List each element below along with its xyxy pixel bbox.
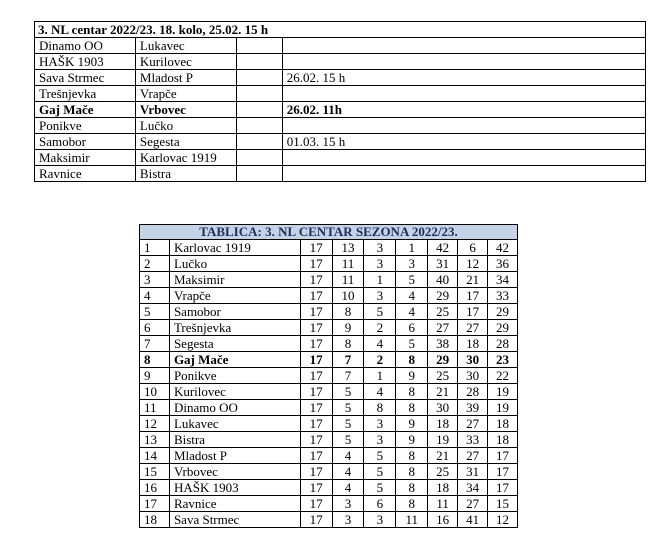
home-team: Trešnjevka [35, 86, 136, 102]
wins: 11 [332, 272, 364, 288]
team-name: Bistra [169, 432, 300, 448]
goals-against: 6 [458, 240, 488, 256]
points: 42 [488, 240, 518, 256]
goals-for: 18 [428, 480, 458, 496]
points: 19 [488, 384, 518, 400]
position: 17 [140, 496, 170, 512]
losses: 6 [396, 320, 428, 336]
away-team: Lukavec [135, 38, 236, 54]
losses: 8 [396, 384, 428, 400]
goals-for: 11 [428, 496, 458, 512]
draws: 1 [364, 368, 396, 384]
standings-title: TABLICA: 3. NL CENTAR SEZONA 2022/23. [140, 225, 518, 240]
goals-against: 18 [458, 336, 488, 352]
played: 17 [300, 304, 332, 320]
points: 28 [488, 336, 518, 352]
position: 16 [140, 480, 170, 496]
draws: 3 [364, 256, 396, 272]
result-cell [236, 38, 282, 54]
team-name: Maksimir [169, 272, 300, 288]
points: 18 [488, 432, 518, 448]
match-note [282, 54, 645, 70]
goals-against: 27 [458, 448, 488, 464]
losses: 8 [396, 480, 428, 496]
goals-for: 31 [428, 256, 458, 272]
standings-row [140, 336, 518, 352]
result-cell [236, 70, 282, 86]
played: 17 [300, 432, 332, 448]
played: 17 [300, 384, 332, 400]
fixture-row [35, 54, 646, 70]
position: 18 [140, 512, 170, 528]
fixtures-title: 3. NL centar 2022/23. 18. kolo, 25.02. 15 h [35, 22, 646, 38]
points: 17 [488, 480, 518, 496]
team-name: Samobor [169, 304, 300, 320]
played: 17 [300, 352, 332, 368]
points: 22 [488, 368, 518, 384]
home-team: Samobor [35, 134, 136, 150]
losses: 5 [396, 272, 428, 288]
home-team: Dinamo OO [35, 38, 136, 54]
goals-for: 16 [428, 512, 458, 528]
points: 29 [488, 304, 518, 320]
team-name: Lučko [169, 256, 300, 272]
wins: 5 [332, 400, 364, 416]
draws: 3 [364, 432, 396, 448]
position: 15 [140, 464, 170, 480]
position: 2 [140, 256, 170, 272]
team-name: Ravnice [169, 496, 300, 512]
played: 17 [300, 400, 332, 416]
draws: 3 [364, 240, 396, 256]
result-cell [236, 134, 282, 150]
draws: 2 [364, 320, 396, 336]
points: 17 [488, 464, 518, 480]
points: 36 [488, 256, 518, 272]
fixture-row [35, 134, 646, 150]
home-team: Sava Strmec [35, 70, 136, 86]
goals-against: 39 [458, 400, 488, 416]
goals-against: 41 [458, 512, 488, 528]
team-name: Vrbovec [169, 464, 300, 480]
position: 12 [140, 416, 170, 432]
played: 17 [300, 512, 332, 528]
goals-against: 27 [458, 496, 488, 512]
goals-for: 25 [428, 464, 458, 480]
standings-row [140, 464, 518, 480]
standings-row [140, 256, 518, 272]
home-team: Ponikve [35, 118, 136, 134]
goals-for: 21 [428, 384, 458, 400]
position: 10 [140, 384, 170, 400]
draws: 3 [364, 512, 396, 528]
losses: 8 [396, 496, 428, 512]
standings-row [140, 288, 518, 304]
draws: 5 [364, 464, 396, 480]
position: 1 [140, 240, 170, 256]
points: 34 [488, 272, 518, 288]
fixture-row [35, 150, 646, 166]
wins: 5 [332, 432, 364, 448]
position: 5 [140, 304, 170, 320]
wins: 13 [332, 240, 364, 256]
goals-against: 27 [458, 320, 488, 336]
team-name: HAŠK 1903 [169, 480, 300, 496]
position: 6 [140, 320, 170, 336]
goals-for: 42 [428, 240, 458, 256]
draws: 2 [364, 352, 396, 368]
losses: 8 [396, 352, 428, 368]
standings-row [140, 384, 518, 400]
away-team: Kurilovec [135, 54, 236, 70]
away-team: Segesta [135, 134, 236, 150]
played: 17 [300, 320, 332, 336]
result-cell [236, 86, 282, 102]
goals-for: 29 [428, 288, 458, 304]
played: 17 [300, 256, 332, 272]
team-name: Segesta [169, 336, 300, 352]
standings-row [140, 320, 518, 336]
losses: 4 [396, 288, 428, 304]
played: 17 [300, 496, 332, 512]
match-note [282, 150, 645, 166]
fixture-row [35, 70, 646, 86]
standings-row [140, 416, 518, 432]
team-name: Vrapče [169, 288, 300, 304]
played: 17 [300, 480, 332, 496]
goals-against: 31 [458, 464, 488, 480]
fixture-row [35, 86, 646, 102]
match-note [282, 118, 645, 134]
goals-for: 29 [428, 352, 458, 368]
goals-for: 27 [428, 320, 458, 336]
standings-row [140, 432, 518, 448]
draws: 1 [364, 272, 396, 288]
losses: 8 [396, 448, 428, 464]
team-name: Karlovac 1919 [169, 240, 300, 256]
goals-for: 30 [428, 400, 458, 416]
position: 4 [140, 288, 170, 304]
goals-for: 19 [428, 432, 458, 448]
team-name: Dinamo OO [169, 400, 300, 416]
losses: 9 [396, 432, 428, 448]
losses: 4 [396, 304, 428, 320]
wins: 7 [332, 352, 364, 368]
team-name: Ponikve [169, 368, 300, 384]
losses: 1 [396, 240, 428, 256]
home-team: Maksimir [35, 150, 136, 166]
standings-caption-row [140, 225, 518, 240]
wins: 5 [332, 384, 364, 400]
played: 17 [300, 464, 332, 480]
losses: 9 [396, 416, 428, 432]
wins: 8 [332, 336, 364, 352]
fixtures-table [34, 21, 646, 182]
fixture-row [35, 118, 646, 134]
draws: 3 [364, 288, 396, 304]
goals-for: 21 [428, 448, 458, 464]
played: 17 [300, 448, 332, 464]
position: 14 [140, 448, 170, 464]
draws: 3 [364, 416, 396, 432]
goals-against: 30 [458, 352, 488, 368]
team-name: Lukavec [169, 416, 300, 432]
played: 17 [300, 416, 332, 432]
goals-for: 25 [428, 304, 458, 320]
goals-against: 33 [458, 432, 488, 448]
away-team: Bistra [135, 166, 236, 182]
position: 9 [140, 368, 170, 384]
wins: 11 [332, 256, 364, 272]
losses: 3 [396, 256, 428, 272]
fixture-row [35, 166, 646, 182]
result-cell [236, 150, 282, 166]
standings-row [140, 480, 518, 496]
goals-against: 30 [458, 368, 488, 384]
match-note: 26.02. 15 h [282, 70, 645, 86]
result-cell [236, 166, 282, 182]
standings-row [140, 304, 518, 320]
match-note: 26.02. 11h [282, 102, 645, 118]
losses: 8 [396, 464, 428, 480]
standings-table [139, 224, 518, 528]
points: 23 [488, 352, 518, 368]
wins: 4 [332, 448, 364, 464]
away-team: Vrapče [135, 86, 236, 102]
losses: 9 [396, 368, 428, 384]
goals-against: 34 [458, 480, 488, 496]
played: 17 [300, 336, 332, 352]
home-team: HAŠK 1903 [35, 54, 136, 70]
standings-row [140, 496, 518, 512]
away-team: Mladost P [135, 70, 236, 86]
standings-row [140, 272, 518, 288]
away-team: Karlovac 1919 [135, 150, 236, 166]
wins: 9 [332, 320, 364, 336]
position: 8 [140, 352, 170, 368]
losses: 5 [396, 336, 428, 352]
standings-row [140, 240, 518, 256]
played: 17 [300, 240, 332, 256]
played: 17 [300, 272, 332, 288]
wins: 10 [332, 288, 364, 304]
team-name: Mladost P [169, 448, 300, 464]
result-cell [236, 118, 282, 134]
wins: 3 [332, 512, 364, 528]
home-team: Ravnice [35, 166, 136, 182]
wins: 7 [332, 368, 364, 384]
position: 3 [140, 272, 170, 288]
fixtures-title-row [35, 22, 646, 38]
home-team: Gaj Mače [35, 102, 136, 118]
played: 17 [300, 288, 332, 304]
wins: 3 [332, 496, 364, 512]
losses: 11 [396, 512, 428, 528]
fixture-row [35, 38, 646, 54]
goals-against: 17 [458, 304, 488, 320]
position: 11 [140, 400, 170, 416]
team-name: Sava Strmec [169, 512, 300, 528]
position: 7 [140, 336, 170, 352]
goals-against: 21 [458, 272, 488, 288]
goals-for: 38 [428, 336, 458, 352]
draws: 4 [364, 336, 396, 352]
match-note [282, 166, 645, 182]
standings-row [140, 400, 518, 416]
wins: 8 [332, 304, 364, 320]
team-name: Trešnjevka [169, 320, 300, 336]
draws: 8 [364, 400, 396, 416]
points: 17 [488, 448, 518, 464]
position: 13 [140, 432, 170, 448]
points: 33 [488, 288, 518, 304]
goals-against: 12 [458, 256, 488, 272]
played: 17 [300, 368, 332, 384]
points: 15 [488, 496, 518, 512]
draws: 4 [364, 384, 396, 400]
team-name: Gaj Mače [169, 352, 300, 368]
team-name: Kurilovec [169, 384, 300, 400]
points: 12 [488, 512, 518, 528]
losses: 8 [396, 400, 428, 416]
goals-against: 27 [458, 416, 488, 432]
match-note: 01.03. 15 h [282, 134, 645, 150]
draws: 6 [364, 496, 396, 512]
goals-for: 40 [428, 272, 458, 288]
goals-against: 28 [458, 384, 488, 400]
result-cell [236, 54, 282, 70]
goals-against: 17 [458, 288, 488, 304]
result-cell [236, 102, 282, 118]
points: 18 [488, 416, 518, 432]
points: 19 [488, 400, 518, 416]
standings-row [140, 512, 518, 528]
wins: 4 [332, 480, 364, 496]
wins: 5 [332, 416, 364, 432]
points: 29 [488, 320, 518, 336]
standings-row [140, 448, 518, 464]
goals-for: 18 [428, 416, 458, 432]
draws: 5 [364, 304, 396, 320]
match-note [282, 86, 645, 102]
standings-row [140, 368, 518, 384]
draws: 5 [364, 480, 396, 496]
goals-for: 25 [428, 368, 458, 384]
standings-row [140, 352, 518, 368]
fixture-row [35, 102, 646, 118]
draws: 5 [364, 448, 396, 464]
match-note [282, 38, 645, 54]
away-team: Lučko [135, 118, 236, 134]
away-team: Vrbovec [135, 102, 236, 118]
wins: 4 [332, 464, 364, 480]
